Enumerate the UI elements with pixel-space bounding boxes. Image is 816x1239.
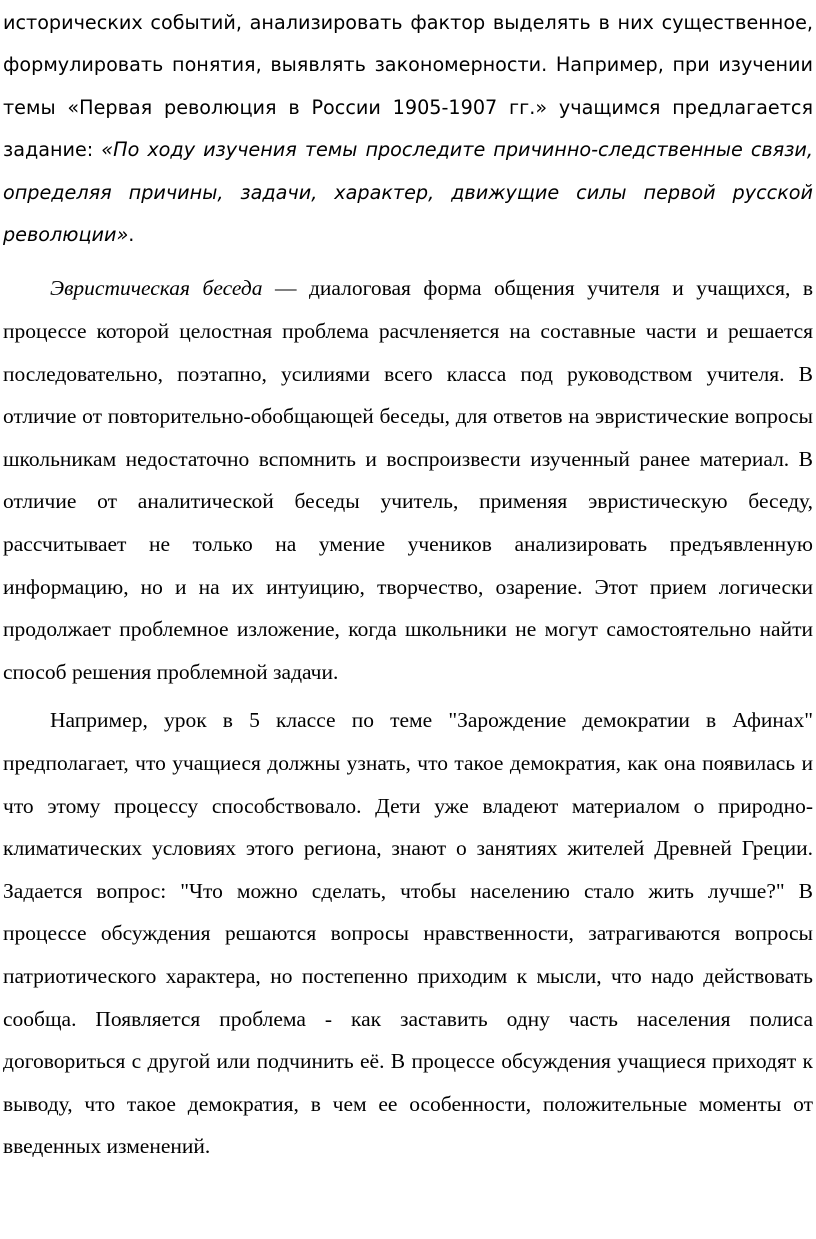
paragraph-example-lesson (3, 699, 813, 1168)
paragraph-text: исторических событий, анализировать фактор выделять в них существенное, формулировать понятия, выявлять закономерности. Например, при изучении темы «Первая революция в России 1905-1907 гг.» учащимся предлагается задание: (3, 11, 813, 162)
paragraph-end: . (128, 223, 135, 247)
paragraph-historical-events (3, 0, 813, 256)
paragraph-heuristic-conversation (3, 267, 813, 693)
paragraph-text: — диалоговая форма общения учителя и учащихся, в процессе которой целостная проблема расчленяется на составные части и решается последовательно, поэтапно, усилиями всего класса под руководством учителя. В отличие от повторительно-обобщающей беседы, для ответов на эвристические вопросы школьникам недостаточно вспомнить и воспроизвести изученный ранее материал. В отличие от аналитической беседы учитель, применяя эвристическую беседу, рассчитывает не только на умение учеников анализировать предъявленную информацию, но и на их интуицию, творчество, озарение. Этот прием логически продолжает проблемное изложение, когда школьники не могут самостоятельно найти способ решения проблемной задачи. (3, 276, 813, 684)
paragraph-text: Например, урок в 5 классе по теме "Зарождение демократии в Афинах" предполагает, что учащиеся должны узнать, что такое демократия, как она появилась и что этому процессу способствовало. Дети уже владеют материалом о природно-климатических условиях этого региона, знают о занятиях жителей Древней Греции. Задается вопрос: "Что можно сделать, чтобы населению стало жить лучше?" В процессе обсуждения решаются вопросы нравственности, затрагиваются вопросы патриотического характера, но постепенно приходим к мысли, что надо действовать сообща. Появляется проблема - как заставить одну часть населения полиса договориться с другой или подчинить её. В процессе обсуждения учащиеся приходят к выводу, что такое демократия, в чем ее особенности, положительные моменты от введенных изменений. (3, 708, 813, 1159)
term-heuristic-conversation: Эвристическая беседа (50, 276, 263, 301)
assignment-quote: «По ходу изучения темы проследите причинно-следственные связи, определяя причины, задачи, характер, движущие силы первой русской революции» (3, 138, 813, 247)
document-page (3, 0, 813, 1168)
